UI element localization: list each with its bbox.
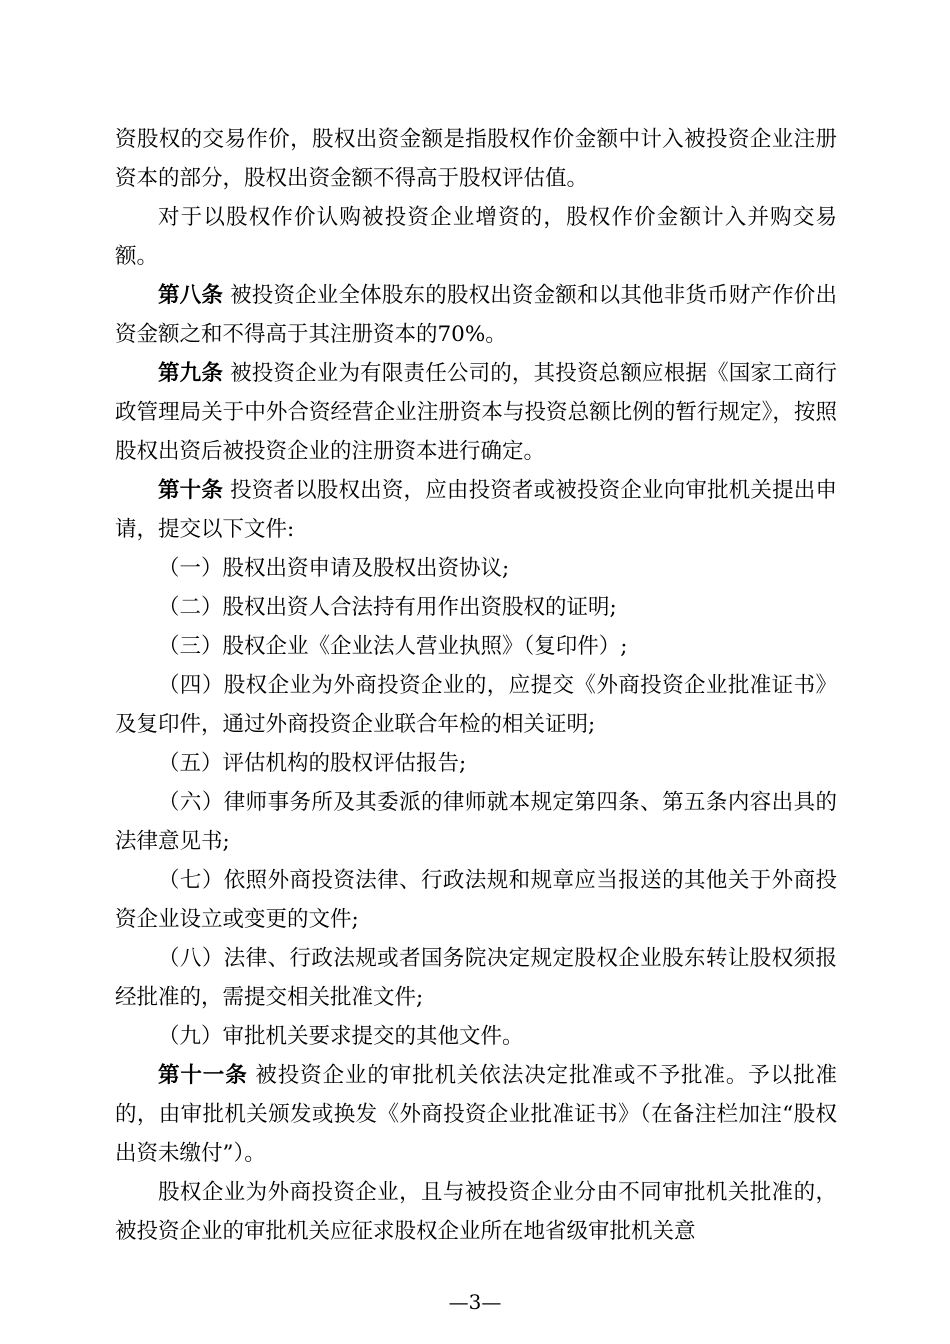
article-8 bbox=[115, 276, 837, 354]
article-10 bbox=[115, 471, 837, 549]
list-item-text: （四）股权企业为外商投资企业的，应提交《外商投资企业批准证书》及复印件，通过外商投资企业联合年检的相关证明; bbox=[115, 673, 837, 737]
paragraph-text: 股权企业为外商投资企业，且与被投资企业分由不同审批机关批准的，被投资企业的审批机关应征求股权企业所在地省级审批机关意 bbox=[115, 1180, 837, 1244]
list-item-7 bbox=[115, 861, 837, 939]
paragraph-1 bbox=[115, 120, 837, 198]
list-item-text: （二）股权出资人合法持有用作出资股权的证明; bbox=[158, 595, 617, 620]
list-item-text: （八）法律、行政法规或者国务院决定规定股权企业股东转让股权须报经批准的，需提交相关批准文件; bbox=[115, 946, 837, 1010]
paragraph-last bbox=[115, 1173, 837, 1251]
list-item-1 bbox=[115, 549, 837, 588]
paragraph-2 bbox=[115, 198, 837, 276]
list-item-text: （三）股权企业《企业法人营业执照》（复印件）; bbox=[158, 634, 628, 659]
list-item-2 bbox=[115, 588, 837, 627]
paragraph-text: 投资者以股权出资，应由投资者或被投资企业向审批机关提出申请，提交以下文件: bbox=[115, 478, 837, 542]
list-item-5 bbox=[115, 744, 837, 783]
list-item-4 bbox=[115, 666, 837, 744]
article-heading: 第八条 bbox=[158, 283, 224, 308]
list-item-text: （九）审批机关要求提交的其他文件。 bbox=[158, 1024, 524, 1049]
document-body bbox=[115, 120, 837, 1251]
list-item-text: （六）律师事务所及其委派的律师就本规定第四条、第五条内容出具的法律意见书; bbox=[115, 790, 837, 854]
paragraph-text: 资股权的交易作价，股权出资金额是指股权作价金额中计入被投资企业注册资本的部分，股权出资金额不得高于股权评估值。 bbox=[115, 127, 837, 191]
paragraph-text: 被投资企业全体股东的股权出资金额和以其他非货币财产作价出资金额之和不得高于其注册资本的70%。 bbox=[115, 283, 837, 347]
paragraph-text: 被投资企业的审批机关依法决定批准或不予批准。予以批准的，由审批机关颁发或换发《外商投资企业批准证书》（在备注栏加注“股权出资未缴付”）。 bbox=[115, 1063, 837, 1166]
list-item-text: （一）股权出资申请及股权出资协议; bbox=[158, 556, 510, 581]
page-number: —3— bbox=[448, 1290, 502, 1314]
article-9 bbox=[115, 354, 837, 471]
article-11 bbox=[115, 1056, 837, 1173]
paragraph-text: 对于以股权作价认购被投资企业增资的，股权作价金额计入并购交易额。 bbox=[115, 205, 837, 269]
list-item-6 bbox=[115, 783, 837, 861]
article-heading: 第十一条 bbox=[158, 1063, 248, 1088]
article-heading: 第十条 bbox=[158, 478, 224, 503]
list-item-3 bbox=[115, 627, 837, 666]
list-item-9 bbox=[115, 1017, 837, 1056]
paragraph-text: 被投资企业为有限责任公司的，其投资总额应根据《国家工商行政管理局关于中外合资经营企业注册资本与投资总额比例的暂行规定》，按照股权出资后被投资企业的注册资本进行确定。 bbox=[115, 361, 837, 464]
list-item-text: （五）评估机构的股权评估报告; bbox=[158, 751, 467, 776]
list-item-8 bbox=[115, 939, 837, 1017]
list-item-text: （七）依照外商投资法律、行政法规和规章应当报送的其他关于外商投资企业设立或变更的文件; bbox=[115, 868, 837, 932]
article-heading: 第九条 bbox=[158, 361, 224, 386]
